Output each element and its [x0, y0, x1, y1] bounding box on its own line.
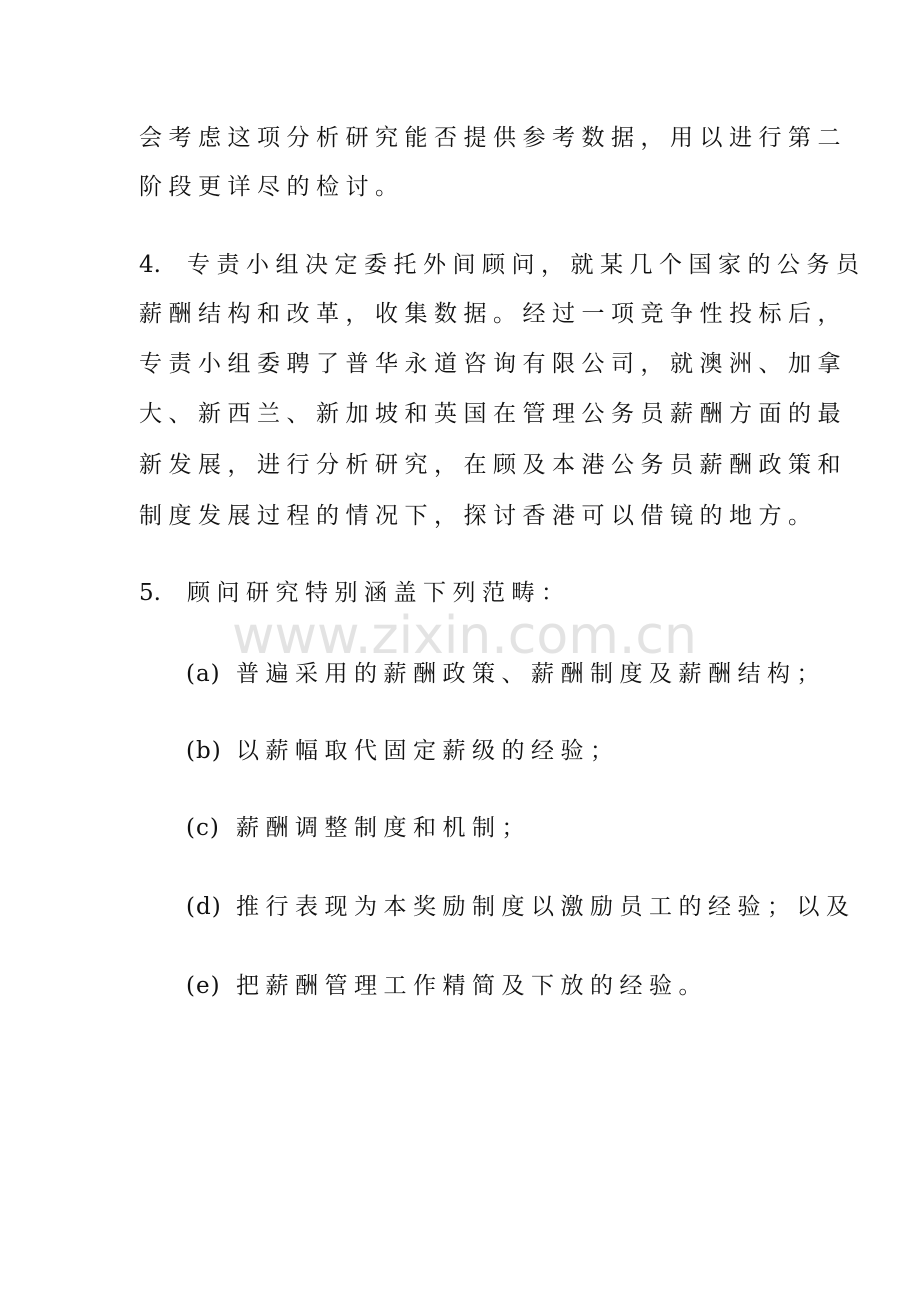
list-item-text: 把薪酬管理工作精简及下放的经验。 — [236, 973, 708, 999]
paragraph-4-line-2: 薪酬结构和改革，收集数据。经过一项竞争性投标后， — [139, 301, 847, 327]
watermark: www.zixin.com.cn — [232, 606, 697, 666]
list-item — [186, 892, 856, 922]
paragraph-4-line-4: 大、新西兰、新加坡和英国在管理公务员薪酬方面的最 — [139, 401, 847, 427]
intro-line-1: 会考虑这项分析研究能否提供参考数据，用以进行第二 — [139, 125, 847, 151]
paragraph-5-number: 5. — [139, 580, 161, 606]
list-item-label: (a) — [186, 661, 221, 687]
paragraph-4-line-1 — [139, 250, 866, 280]
paragraph-4-line-5: 新发展，进行分析研究，在顾及本港公务员薪酬政策和 — [139, 452, 847, 478]
list-item-label: (e) — [186, 973, 221, 999]
list-item-text: 以薪幅取代固定薪级的经验； — [236, 738, 620, 764]
list-item-label: (c) — [186, 815, 220, 841]
list-item-text: 普遍采用的薪酬政策、薪酬制度及薪酬结构； — [236, 661, 826, 687]
list-item — [186, 736, 620, 766]
list-item-text: 薪酬调整制度和机制； — [236, 815, 531, 841]
paragraph-4-line-3: 专责小组委聘了普华永道咨询有限公司，就澳洲、加拿 — [139, 351, 847, 377]
list-item-label: (b) — [186, 738, 222, 764]
list-item — [186, 971, 708, 1001]
paragraph-4-number: 4. — [139, 252, 161, 278]
intro-line-2: 阶段更详尽的检讨。 — [139, 174, 405, 200]
paragraph-4-text-1: 专责小组决定委托外间顾问，就某几个国家的公务员 — [187, 252, 866, 278]
paragraph-4-line-6: 制度发展过程的情况下，探讨香港可以借镜的地方。 — [139, 503, 818, 529]
list-item-label: (d) — [186, 894, 222, 920]
list-item-text: 推行表现为本奖励制度以激励员工的经验；以及 — [236, 894, 856, 920]
paragraph-5-text: 顾问研究特别涵盖下列范畴： — [187, 580, 571, 606]
list-item — [186, 813, 531, 843]
list-item — [186, 659, 826, 689]
paragraph-5-line — [139, 578, 571, 608]
